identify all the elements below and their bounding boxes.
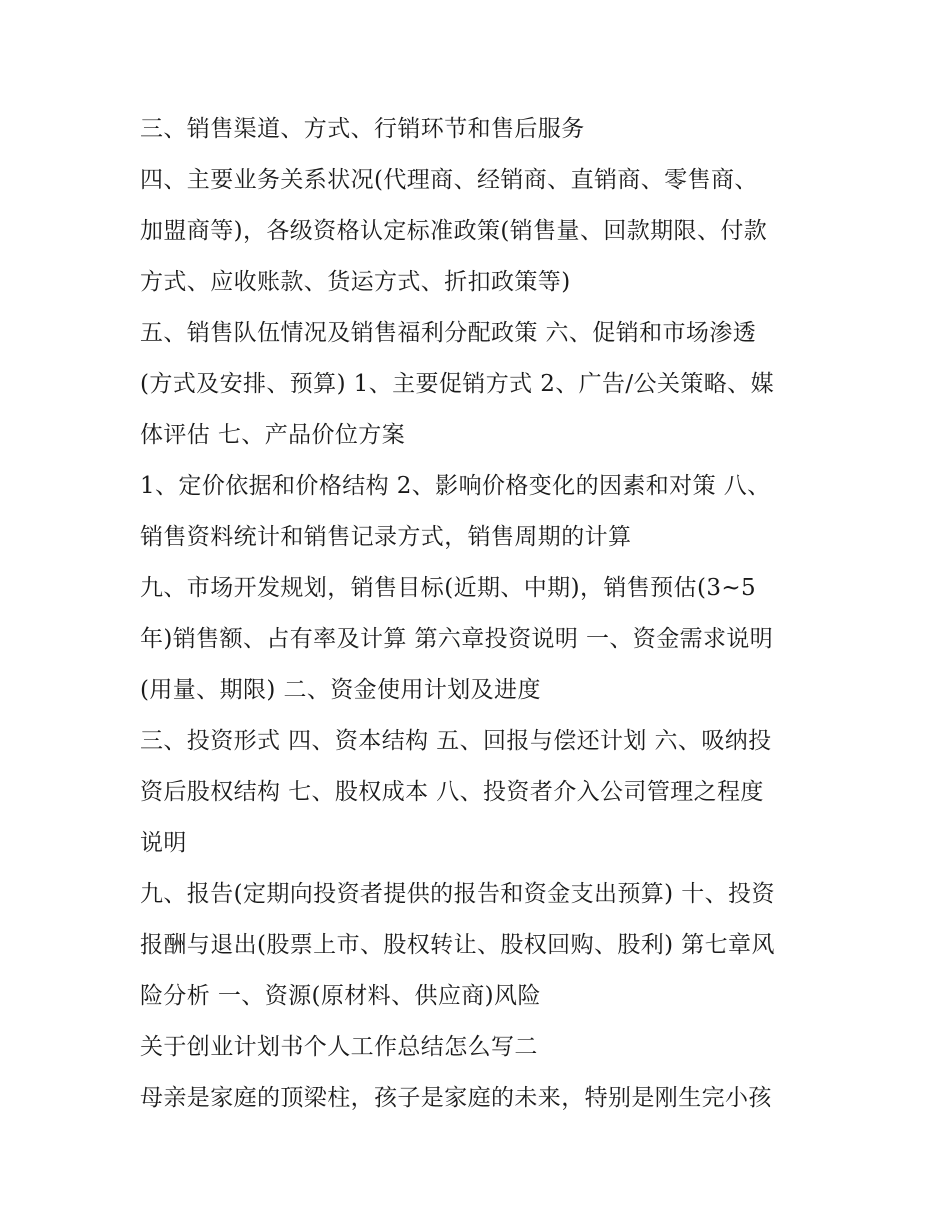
text-line: 说明	[140, 830, 187, 856]
text-line: 销售资料统计和销售记录方式，销售周期的计算	[140, 524, 632, 550]
text-line: 四、主要业务关系状况(代理商、经销商、直销商、零售商、	[140, 167, 758, 193]
text-line: 九、报告(定期向投资者提供的报告和资金支出预算) 十、投资	[140, 881, 775, 907]
section-heading: 关于创业计划书个人工作总结怎么写二	[140, 1034, 538, 1060]
text-line: 方式、应收账款、货运方式、折扣政策等)	[140, 269, 571, 295]
text-line: 1、定价依据和价格结构 2、影响价格变化的因素和对策 八、	[140, 473, 771, 499]
text-line: 母亲是家庭的顶梁柱，孩子是家庭的未来，特别是刚生完小孩	[140, 1085, 772, 1111]
text-line: 险分析 一、资源(原材料、供应商)风险	[140, 983, 541, 1009]
text-line: 体评估 七、产品价位方案	[140, 422, 406, 448]
text-line: (用量、期限) 二、资金使用计划及进度	[140, 677, 541, 703]
text-line: 五、销售队伍情况及销售福利分配政策 六、促销和市场渗透	[140, 320, 757, 346]
document-body	[140, 104, 820, 1124]
text-line: 九、市场开发规划，销售目标(近期、中期)，销售预估(3~5	[140, 575, 757, 601]
text-line: 年)销售额、占有率及计算 第六章投资说明 一、资金需求说明	[140, 626, 774, 652]
text-line: 资后股权结构 七、股权成本 八、投资者介入公司管理之程度	[140, 779, 764, 805]
text-line: 报酬与退出(股票上市、股权转让、股权回购、股利) 第七章风	[140, 932, 775, 958]
text-line: 加盟商等)，各级资格认定标准政策(销售量、回款期限、付款	[140, 218, 768, 244]
text-line: (方式及安排、预算) 1、主要促销方式 2、广告/公关策略、媒	[140, 371, 774, 397]
text-line: 三、销售渠道、方式、行销环节和售后服务	[140, 116, 585, 142]
text-line: 三、投资形式 四、资本结构 五、回报与偿还计划 六、吸纳投	[140, 728, 772, 754]
